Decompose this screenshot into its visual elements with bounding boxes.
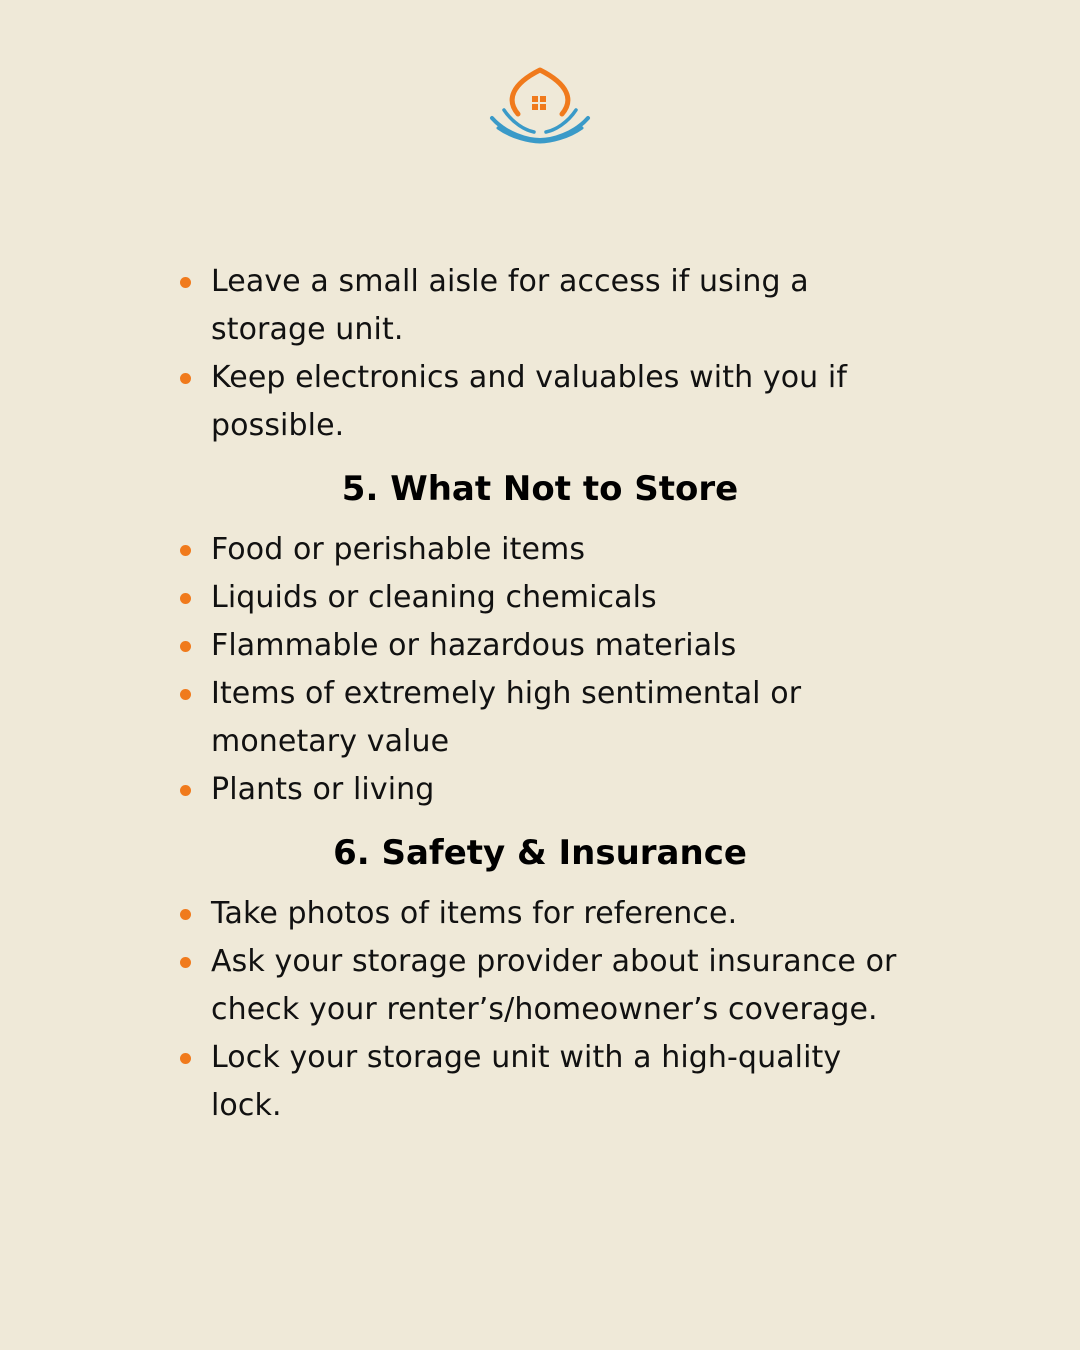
section-heading-what-not-to-store: 5. What Not to Store: [341, 469, 739, 509]
list-item-text: Liquids or cleaning chemicals: [211, 580, 657, 615]
bullet-icon: [180, 373, 191, 384]
list-item-text: Ask your storage provider about insurance or check your renter’s/homeowner’s coverage.: [211, 944, 897, 1027]
list-item-text: Keep electronics and valuables with you if possible.: [211, 360, 848, 443]
list-item: [178, 258, 902, 354]
list-item-text: Lock your storage unit with a high-quality lock.: [211, 1040, 842, 1123]
section-heading-safety-insurance: 6. Safety & Insurance: [333, 833, 747, 873]
bullet-icon: [180, 593, 191, 604]
bullet-icon: [180, 641, 191, 652]
list-item-text: Take photos of items for reference.: [211, 896, 738, 931]
list-item: [178, 526, 902, 574]
list-item-text: Leave a small aisle for access if using a storage unit.: [211, 264, 809, 347]
intro-list: [178, 258, 902, 450]
list-item: [178, 670, 902, 766]
what-not-to-store-list: [178, 526, 902, 814]
list-item-text: Flammable or hazardous materials: [211, 628, 737, 663]
bullet-icon: [180, 545, 191, 556]
content: [178, 258, 902, 1130]
bullet-icon: [180, 689, 191, 700]
list-item: [178, 574, 902, 622]
list-item-text: Food or perishable items: [211, 532, 586, 567]
list-item: [178, 1034, 902, 1130]
safety-insurance-list: [178, 890, 902, 1130]
bullet-icon: [180, 785, 191, 796]
list-item: [178, 622, 902, 670]
bullet-icon: [180, 277, 191, 288]
list-item: [178, 354, 902, 450]
list-item-text: Items of extremely high sentimental or monetary value: [211, 676, 802, 759]
house-logo-icon: [488, 66, 592, 146]
list-item: [178, 938, 902, 1034]
list-item: [178, 766, 902, 814]
bullet-icon: [180, 1053, 191, 1064]
list-item: [178, 890, 902, 938]
list-item-text: Plants or living: [211, 772, 435, 807]
bullet-icon: [180, 909, 191, 920]
bullet-icon: [180, 957, 191, 968]
